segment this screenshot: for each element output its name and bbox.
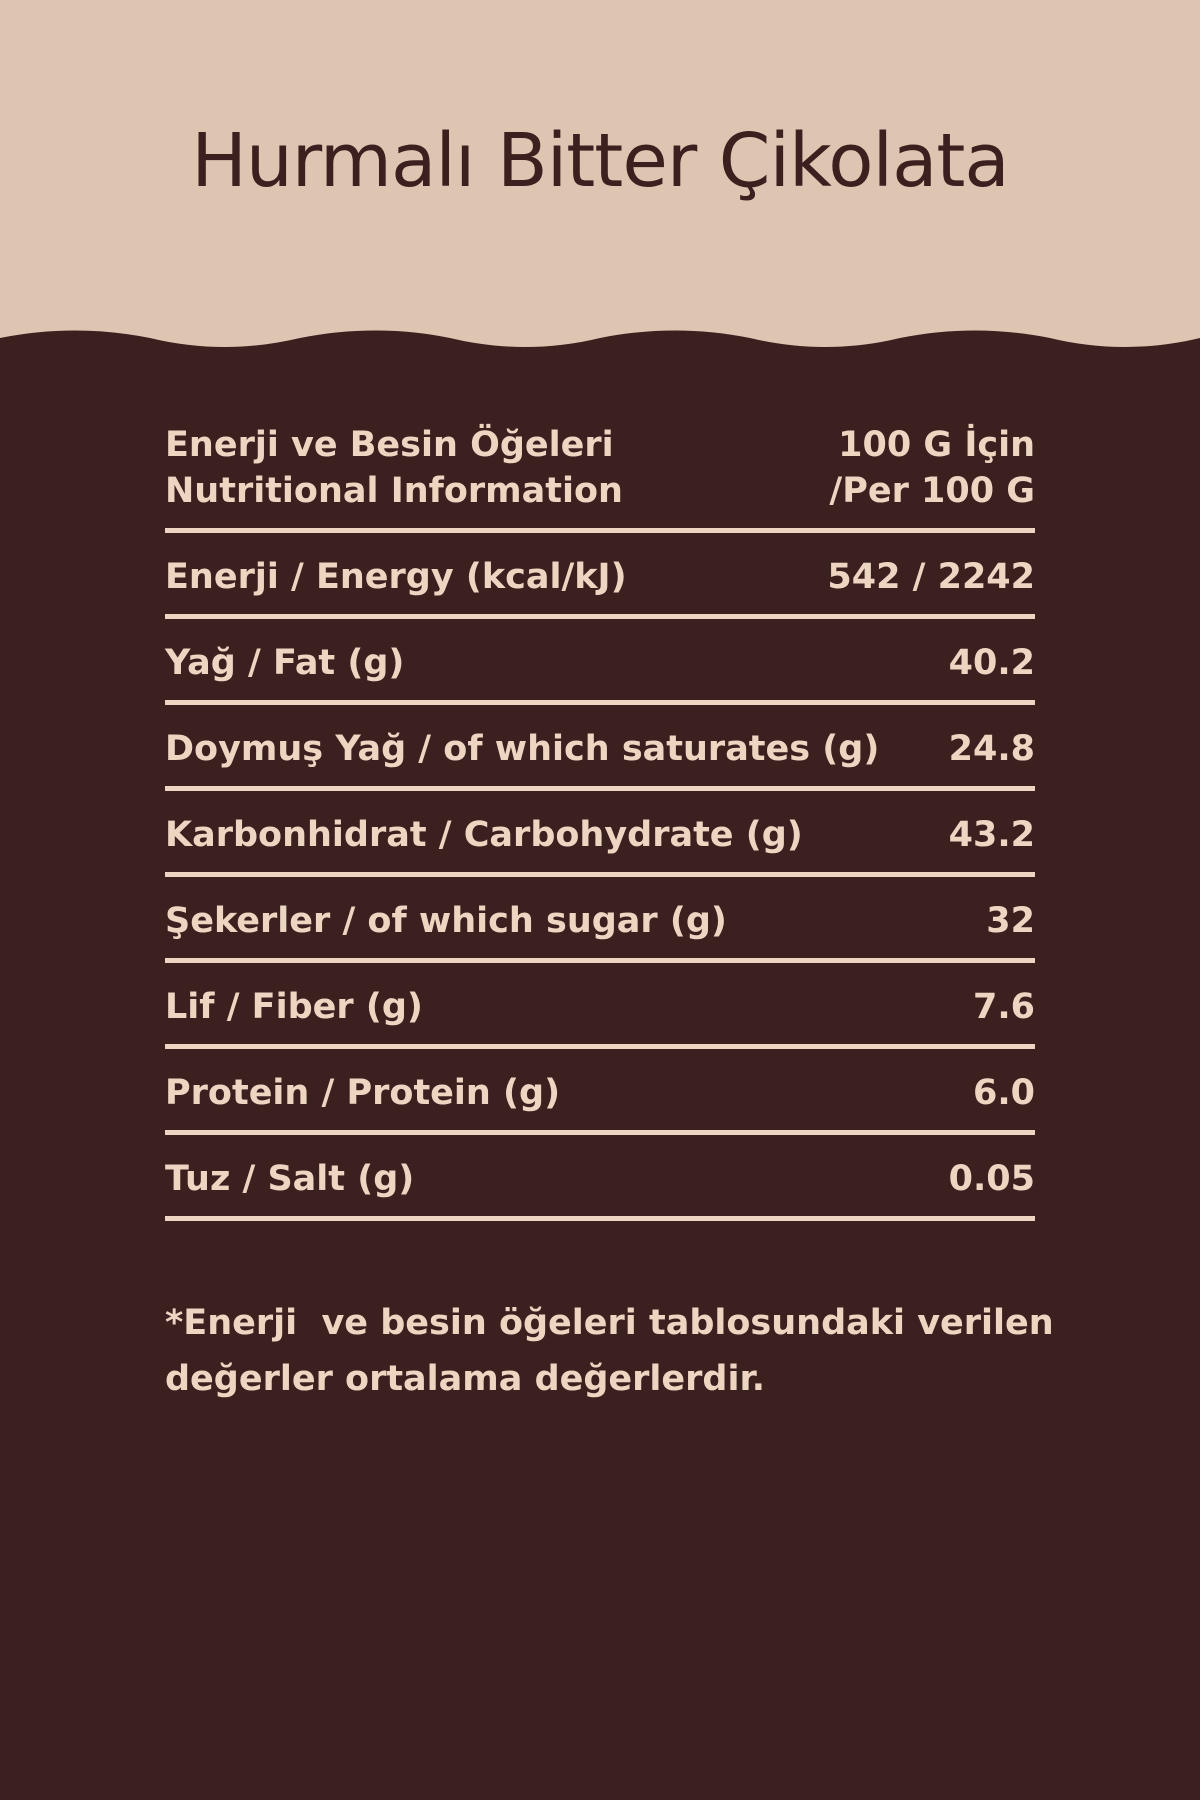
row-label: Tuz / Salt (g) — [165, 1158, 415, 1199]
row-label: Karbonhidrat / Carbohydrate (g) — [165, 814, 803, 855]
wave-divider — [0, 320, 1200, 380]
header-label — [165, 422, 623, 514]
row-value: 7.6 — [972, 986, 1035, 1027]
table-row — [165, 877, 1035, 963]
row-value: 6.0 — [972, 1072, 1035, 1113]
header-label-en: Nutritional Information — [165, 471, 623, 511]
footnote — [165, 1295, 1054, 1407]
header-per-tr: 100 G İçin — [838, 425, 1035, 465]
row-value: 542 / 2242 — [827, 556, 1035, 597]
row-value: 40.2 — [948, 642, 1035, 683]
row-value: 24.8 — [948, 728, 1035, 769]
table-row — [165, 533, 1035, 619]
nutrition-table — [165, 425, 1035, 1221]
row-label: Enerji / Energy (kcal/kJ) — [165, 556, 627, 597]
table-row — [165, 1049, 1035, 1135]
row-value: 32 — [986, 900, 1035, 941]
row-value: 0.05 — [948, 1158, 1035, 1199]
table-header — [165, 425, 1035, 533]
row-label: Yağ / Fat (g) — [165, 642, 405, 683]
header-label-tr: Enerji ve Besin Öğeleri — [165, 425, 614, 465]
row-label: Doymuş Yağ / of which saturates (g) — [165, 728, 880, 769]
page-title: Hurmalı Bitter Çikolata — [191, 118, 1009, 204]
row-value: 43.2 — [948, 814, 1035, 855]
row-label: Şekerler / of which sugar (g) — [165, 900, 727, 941]
table-row — [165, 963, 1035, 1049]
table-row — [165, 1135, 1035, 1221]
table-row — [165, 791, 1035, 877]
row-label: Lif / Fiber (g) — [165, 986, 423, 1027]
footnote-line2: değerler ortalama değerlerdir. — [165, 1359, 766, 1399]
table-row — [165, 619, 1035, 705]
footnote-line1: *Enerji ve besin öğeleri tablosundaki verilen — [165, 1303, 1054, 1343]
table-row — [165, 705, 1035, 791]
header-per-en: /Per 100 G — [829, 471, 1035, 511]
header-per — [829, 422, 1035, 514]
row-label: Protein / Protein (g) — [165, 1072, 561, 1113]
